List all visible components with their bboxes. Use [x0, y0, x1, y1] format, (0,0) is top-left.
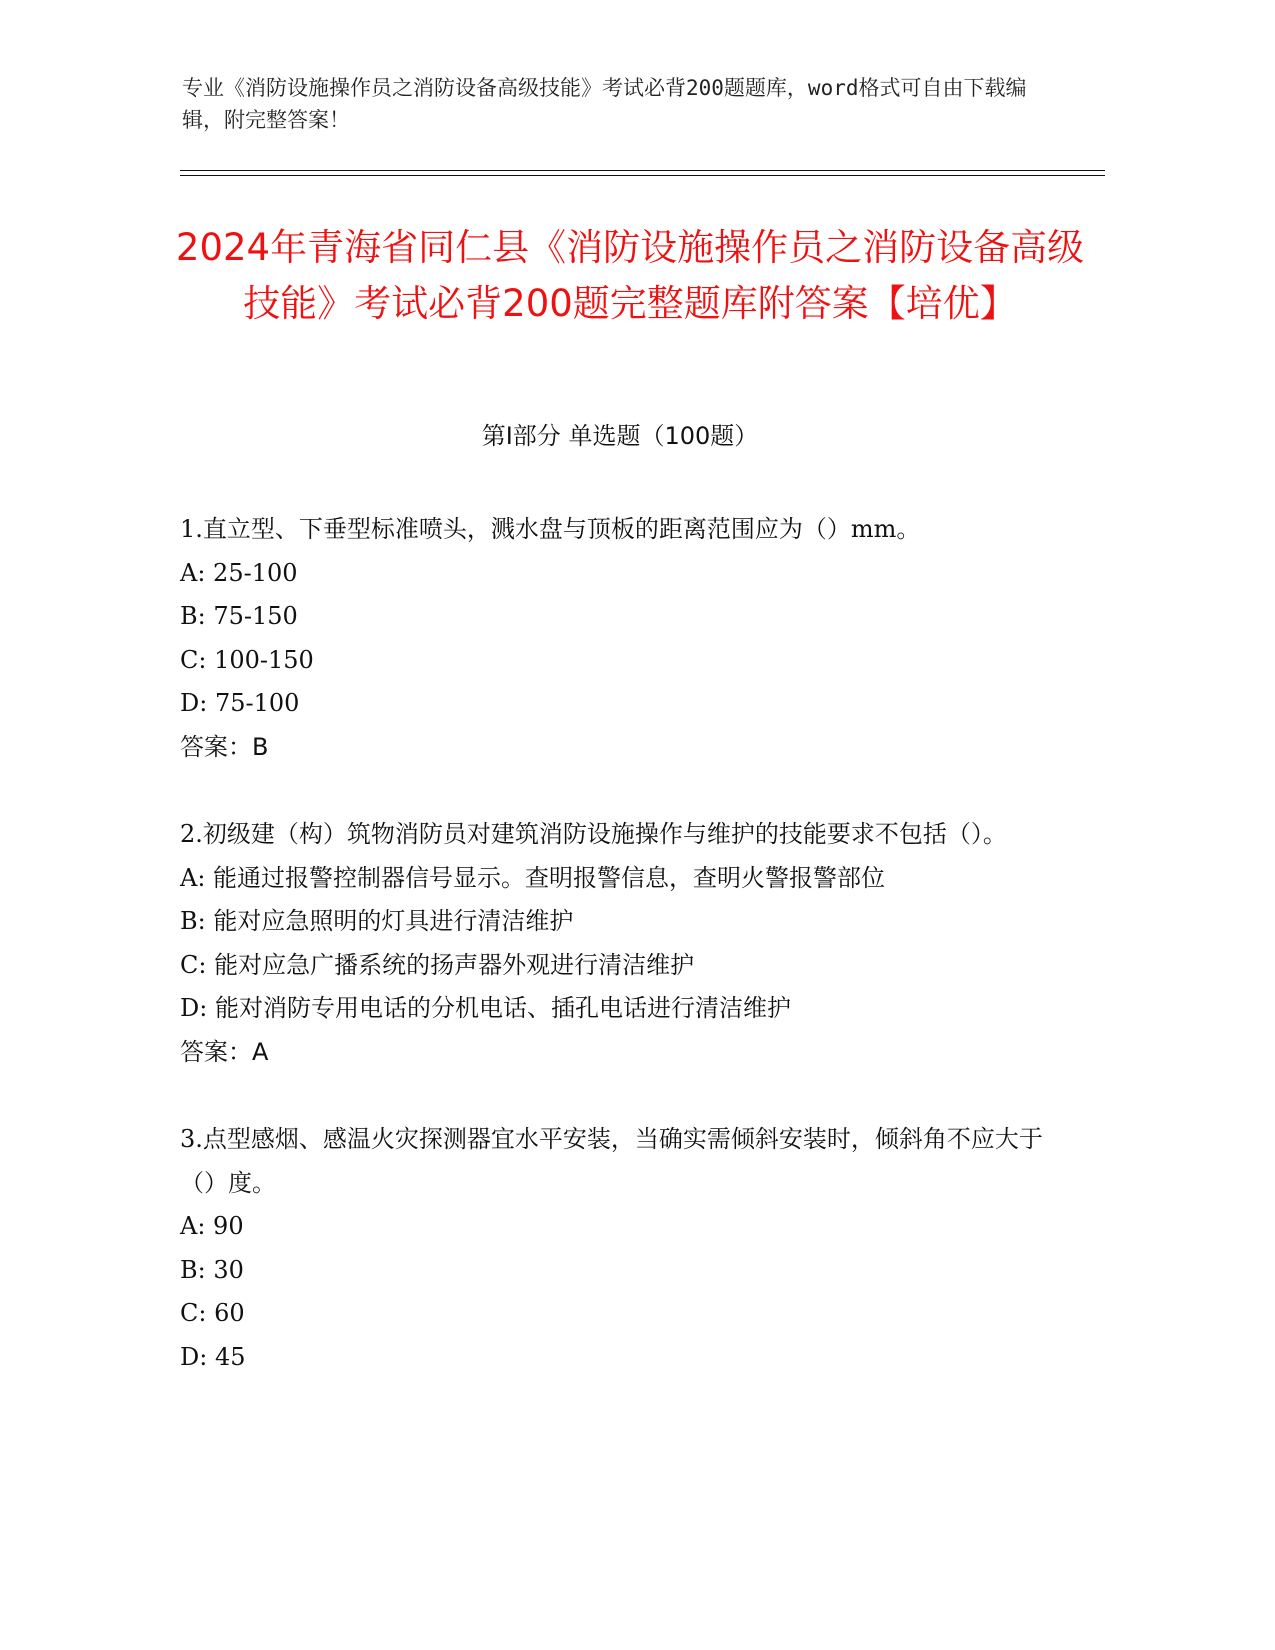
option-d: D: 45 — [180, 1342, 246, 1371]
option-b: B: 能对应急照明的灯具进行清洁维护 — [180, 907, 574, 935]
question-stem: 3.点型感烟、感温火灾探测器宜水平安装，当确实需倾斜安装时，倾斜角不应大于（）度。 — [180, 1125, 1043, 1197]
question-stem: 2.初级建（构）筑物消防员对建筑消防设施操作与维护的技能要求不包括（）。 — [180, 820, 1007, 848]
option-a: A: 90 — [180, 1212, 244, 1240]
header-rule-bottom — [180, 175, 1105, 176]
header-note: 专业《消防设施操作员之消防设备高级技能》考试必背200题题库，word格式可自由下载编辑，附完整答案！ — [182, 76, 1027, 132]
document-title: 2024年青海省同仁县《消防设施操作员之消防设备高级技能》考试必背200题完整题库附答案【培优】 — [175, 226, 1085, 325]
answer-label: 答案：B — [180, 732, 269, 761]
header-rule-top — [180, 170, 1105, 171]
question-list — [180, 508, 1050, 1423]
question-item — [180, 1118, 1050, 1379]
option-d: D: 75-100 — [180, 689, 300, 717]
option-b: B: 75-150 — [180, 602, 298, 630]
section-heading: 第Ⅰ部分 单选题（100题） — [481, 422, 759, 450]
option-c: C: 100-150 — [180, 645, 314, 674]
option-c: C: 能对应急广播系统的扬声器外观进行清洁维护 — [180, 950, 695, 979]
answer-label: 答案：A — [180, 1037, 269, 1066]
question-item — [180, 508, 1050, 769]
option-b: B: 30 — [180, 1255, 244, 1284]
option-c: C: 60 — [180, 1299, 245, 1327]
question-item — [180, 813, 1050, 1074]
question-stem: 1.直立型、下垂型标准喷头，溅水盘与顶板的距离范围应为（）mm。 — [180, 515, 921, 543]
option-d: D: 能对消防专用电话的分机电话、插孔电话进行清洁维护 — [180, 994, 791, 1022]
option-a: A: 25-100 — [180, 558, 298, 587]
option-a: A: 能通过报警控制器信号显示。查明报警信息，查明火警报警部位 — [180, 863, 886, 892]
